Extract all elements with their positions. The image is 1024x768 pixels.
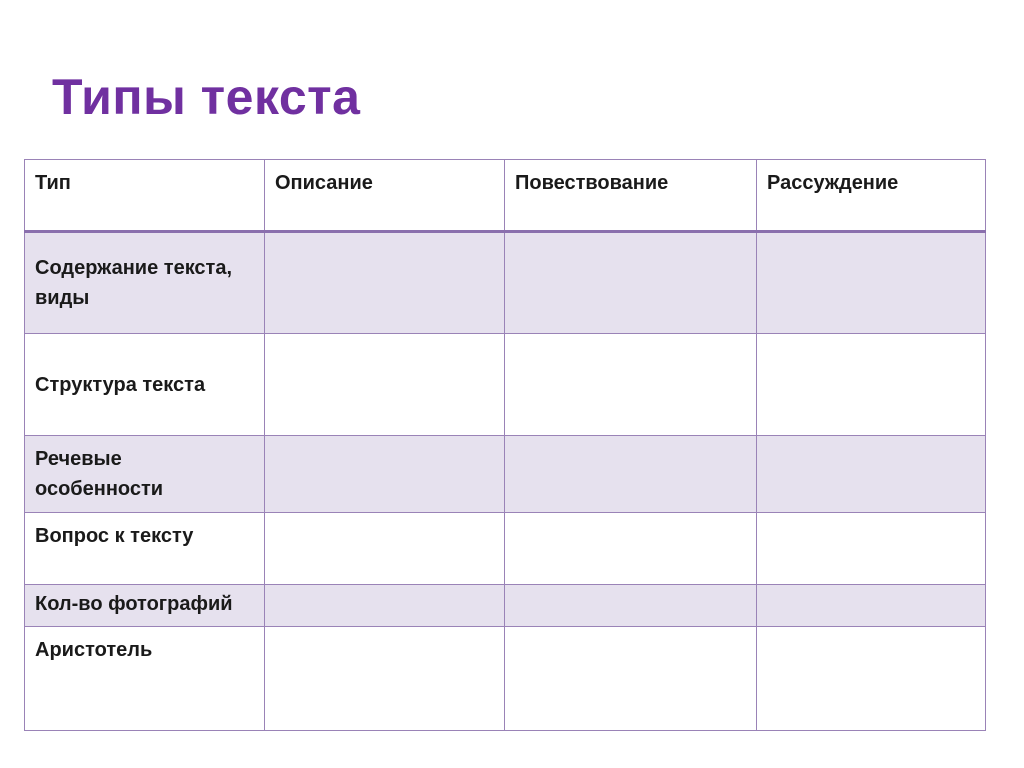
table-cell[interactable] xyxy=(757,436,986,513)
table-cell[interactable] xyxy=(265,436,505,513)
table-cell[interactable] xyxy=(265,334,505,436)
table-cell[interactable] xyxy=(265,232,505,334)
row-label-cell xyxy=(25,232,265,334)
header-label: Описание xyxy=(275,172,373,194)
header-cell-reasoning xyxy=(757,160,986,232)
table-row xyxy=(25,627,986,731)
row-label: Структура текста xyxy=(35,373,206,396)
table-cell[interactable] xyxy=(265,627,505,731)
row-label: Содержание текста, виды xyxy=(35,257,233,309)
row-label-cell xyxy=(25,513,265,585)
table-cell[interactable] xyxy=(505,627,757,731)
row-label-cell xyxy=(25,585,265,627)
row-label: Аристотель xyxy=(35,639,153,661)
row-label: Речевые особенности xyxy=(35,448,164,500)
table-cell[interactable] xyxy=(265,585,505,627)
table-cell[interactable] xyxy=(505,232,757,334)
table-header-row xyxy=(25,160,986,232)
table-cell[interactable] xyxy=(757,334,986,436)
header-label: Повествование xyxy=(515,172,669,194)
table-cell[interactable] xyxy=(505,513,757,585)
header-label: Тип xyxy=(35,172,71,194)
header-cell-description xyxy=(265,160,505,232)
table-row xyxy=(25,334,986,436)
table-cell[interactable] xyxy=(505,585,757,627)
table-cell[interactable] xyxy=(757,585,986,627)
row-label-cell xyxy=(25,334,265,436)
row-label-cell xyxy=(25,627,265,731)
table-cell[interactable] xyxy=(757,232,986,334)
table-row xyxy=(25,232,986,334)
table-cell[interactable] xyxy=(265,513,505,585)
header-cell-narration xyxy=(505,160,757,232)
table-cell[interactable] xyxy=(757,513,986,585)
table-row xyxy=(25,513,986,585)
table-cell[interactable] xyxy=(505,436,757,513)
table-row xyxy=(25,585,986,627)
slide-title: Типы текста xyxy=(52,69,361,125)
row-label: Кол-во фотографий xyxy=(35,593,233,615)
header-cell-type xyxy=(25,160,265,232)
row-label-cell xyxy=(25,436,265,513)
table-cell[interactable] xyxy=(757,627,986,731)
table-cell[interactable] xyxy=(505,334,757,436)
row-label: Вопрос к тексту xyxy=(35,525,194,547)
header-label: Рассуждение xyxy=(767,172,899,194)
table-row xyxy=(25,436,986,513)
text-types-table xyxy=(24,159,986,731)
